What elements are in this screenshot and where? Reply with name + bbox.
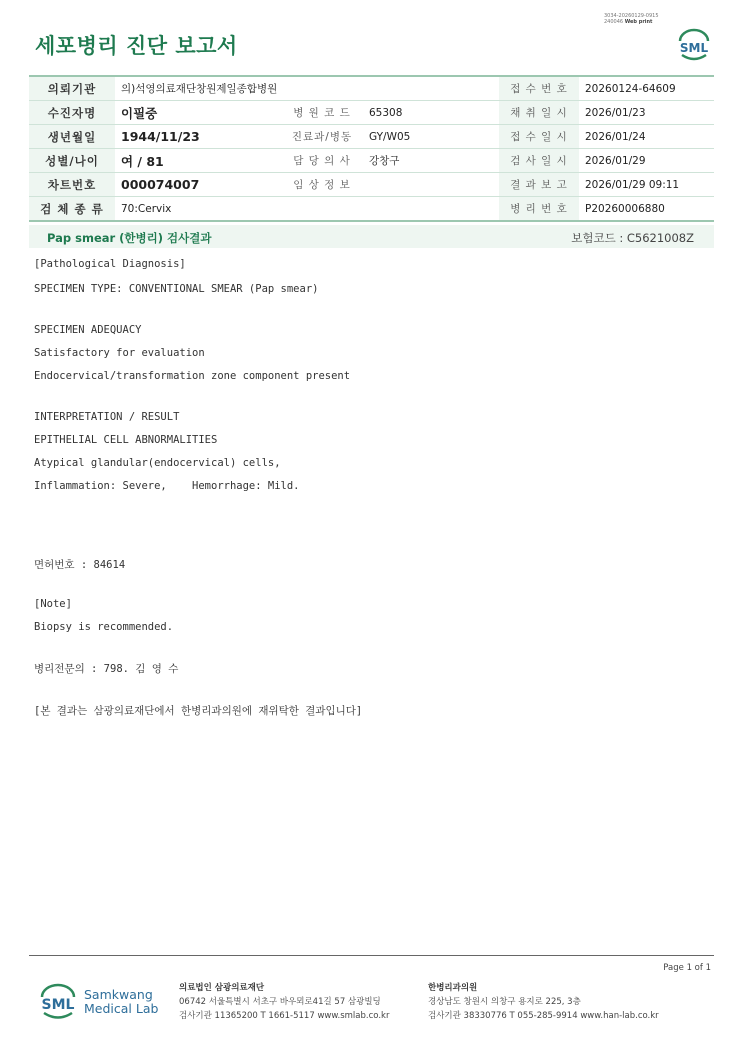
info-value: 2026/01/29 09:11 [579, 173, 714, 197]
pathologist-name: 병리전문의 : 798. 김 영 수 [34, 663, 179, 675]
info-label [281, 76, 363, 101]
info-value: 2026/01/23 [579, 101, 714, 125]
footer-samkwang-info [179, 981, 389, 1023]
info-value: 강창구 [363, 149, 499, 173]
info-value: GY/W05 [363, 125, 499, 149]
sml-logo-text: SML [679, 41, 709, 55]
outsourcing-note: [본 결과는 삼광의료재단에서 한병리과의원에 재위탁한 결과입니다] [34, 705, 363, 717]
info-value [363, 173, 499, 197]
samkwang-address: 06742 서울특별시 서초구 바우뫼로41길 57 삼광빌딩 [179, 997, 381, 1007]
info-label: 병 원 코 드 [281, 101, 363, 125]
info-label: 성별/나이 [29, 149, 115, 173]
info-row [29, 173, 714, 197]
brand-line2: Medical Lab [84, 1001, 159, 1016]
info-label: 검 체 종 류 [29, 197, 115, 222]
info-label: 결 과 보 고 [499, 173, 579, 197]
patient-info-table [29, 75, 714, 222]
report-line: Satisfactory for evaluation [34, 347, 205, 359]
result-title: Pap smear (한병리) 검사결과 [47, 231, 212, 245]
info-label: 담 당 의 사 [281, 149, 363, 173]
report-line: Inflammation: Severe, Hemorrhage: Mild. [34, 480, 300, 492]
report-line: INTERPRETATION / RESULT [34, 411, 180, 423]
samkwang-contact: 검사기관 11365200 T 1661-5117 www.smlab.co.kr [179, 1011, 390, 1021]
report-line: [Pathological Diagnosis] [34, 258, 186, 270]
footer-logo-text: SML [41, 997, 75, 1013]
info-value: 2026/01/29 [579, 149, 714, 173]
info-label: 검 사 일 시 [499, 149, 579, 173]
report-title: 세포병리 진단 보고서 [35, 34, 238, 58]
document-code [604, 13, 659, 25]
info-label: 수진자명 [29, 101, 115, 125]
info-row [29, 76, 714, 101]
info-value: 000074007 [115, 173, 281, 197]
info-label: 임 상 정 보 [281, 173, 363, 197]
hanlab-contact: 검사기관 38330776 T 055-285-9914 www.han-lab.co.kr [428, 1011, 659, 1021]
info-row [29, 197, 714, 222]
info-value [363, 76, 499, 101]
brand-line1: Samkwang [84, 987, 153, 1002]
footer-divider [29, 955, 714, 956]
report-line: Atypical glandular(endocervical) cells, [34, 457, 281, 469]
info-value: 2026/01/24 [579, 125, 714, 149]
footer-brand [84, 988, 158, 1016]
note-heading: [Note] [34, 598, 72, 610]
info-value: 65308 [363, 101, 499, 125]
info-value: 70:Cervix [115, 197, 281, 222]
info-label: 의뢰기관 [29, 76, 115, 101]
result-header-bar [29, 225, 714, 248]
samkwang-logo-icon [36, 980, 80, 1024]
hanlab-address: 경상남도 창원시 의창구 용지로 225, 3층 [428, 997, 581, 1007]
sml-logo-icon [674, 27, 714, 63]
info-label: 채 취 일 시 [499, 101, 579, 125]
info-label: 진료과/병동 [281, 125, 363, 149]
info-value: 의)석영의료재단창원제일종합병원 [115, 76, 281, 101]
info-label: 접 수 번 호 [499, 76, 579, 101]
report-line: EPITHELIAL CELL ABNORMALITIES [34, 434, 218, 446]
info-value: 1944/11/23 [115, 125, 281, 149]
samkwang-name: 의료법인 삼광의료재단 [179, 983, 265, 993]
info-value: 이필중 [115, 101, 281, 125]
info-row [29, 101, 714, 125]
info-label: 병 리 번 호 [499, 197, 579, 222]
insurance-code: 보험코드 : C5621008Z [571, 231, 694, 245]
info-value: 여 / 81 [115, 149, 281, 173]
doc-code-line1: 3034-20260129-0915 [604, 13, 659, 19]
info-row [29, 125, 714, 149]
info-value: P20260006880 [579, 197, 714, 222]
info-label [281, 197, 363, 222]
report-line: Endocervical/transformation zone component present [34, 370, 351, 382]
info-value: 20260124-64609 [579, 76, 714, 101]
info-label: 접 수 일 시 [499, 125, 579, 149]
info-label: 생년월일 [29, 125, 115, 149]
info-value [363, 197, 499, 222]
license-number: 면허번호 : 84614 [34, 559, 126, 571]
footer-hanlab-info [428, 981, 659, 1023]
info-row [29, 149, 714, 173]
page-number: Page 1 of 1 [663, 963, 711, 973]
note-text: Biopsy is recommended. [34, 621, 174, 633]
report-line: SPECIMEN ADEQUACY [34, 324, 142, 336]
report-line: SPECIMEN TYPE: CONVENTIONAL SMEAR (Pap smear) [34, 283, 319, 295]
hanlab-name: 한병리과의원 [428, 983, 478, 993]
doc-code-line2: 240046 Web print [604, 19, 653, 25]
info-label: 차트번호 [29, 173, 115, 197]
